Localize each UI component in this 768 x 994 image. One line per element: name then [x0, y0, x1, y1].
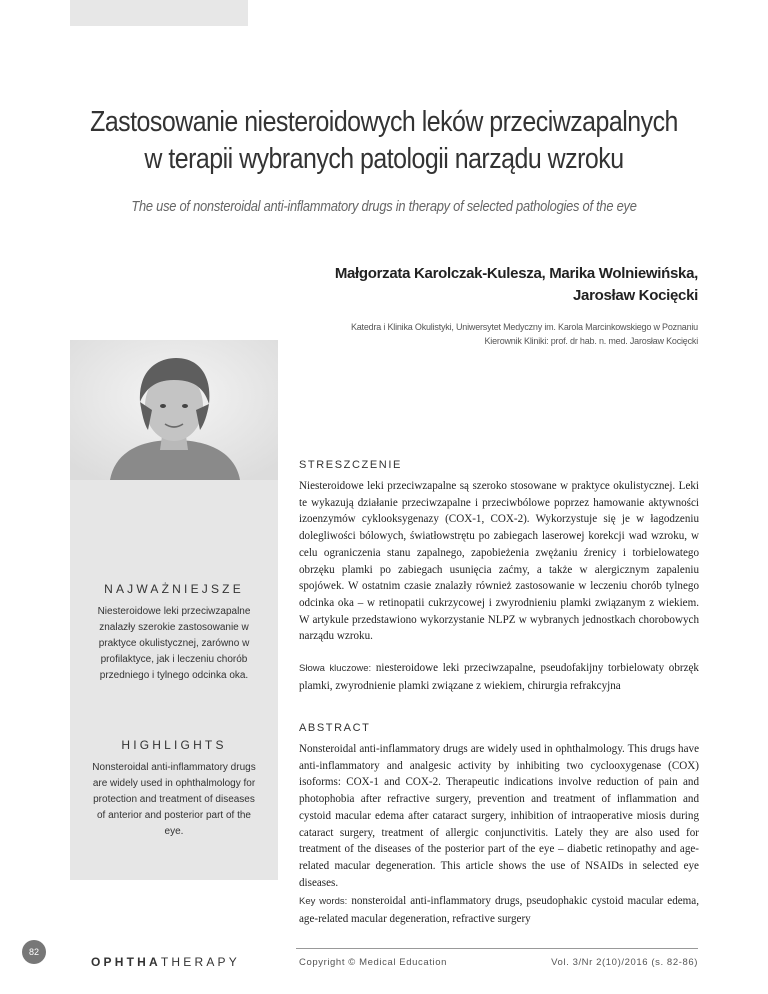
volume-info: Vol. 3/Nr 2(10)/2016 (s. 82-86): [551, 957, 698, 968]
abstract-text: Nonsteroidal anti-inflammatory drugs are widely used in ophthalmology. This drugs have anti-inflammatory and analgesic activity by inhibiting two cyclooxygenase (COX) isoforms: COX-1 and COX-2. Therapeutic indications involve reduction of pain and photophobia after refractive surgery, prevention and treatment of inflammation and cystoid macular edema after cataract surgery, inhibition of intraoperative miosis during cataract surgery, treatment of allergic conjunctivitis. Lately they are also used for treatment of the diseases of the posterior part of the eye – diabetic retinopathy and age-related macular degeneration. This article shows the use of NSAIDs in selected eye diseases.: [299, 743, 699, 889]
affiliation: [218, 320, 698, 348]
abstract-heading: ABSTRACT: [299, 722, 371, 734]
article-title: Zastosowanie niesteroidowych leków przeciwzapalnych w terapii wybranych patologii narządu wzroku: [90, 106, 678, 175]
author-portrait: [70, 340, 278, 480]
keywords-en-label: Key words:: [299, 896, 348, 907]
copyright-notice: Copyright © Medical Education: [299, 957, 447, 968]
author-line-1: Małgorzata Karolczak-Kulesza, Marika Wolniewińska,: [334, 265, 698, 282]
article-subtitle: The use of nonsteroidal anti-inflammatory drugs in therapy of selected pathologies of the eye: [131, 198, 637, 215]
highlights-pl-heading: NAJWAŻNIEJSZE: [104, 582, 244, 596]
page-number: 82: [22, 940, 46, 964]
keywords-pl: [299, 660, 699, 694]
author-line-2: Jarosław Kocięcki: [573, 287, 698, 304]
keywords-en-text: nonsteroidal anti-inflammatory drugs, pseudophakic cystoid macular edema, age-related macular degeneration, refractive surgery: [299, 895, 700, 925]
streszczenie-text: Niesteroidowe leki przeciwzapalne są szeroko stosowane w praktyce okulistycznej. Leki te wykazują działanie przeciwzapalne i przeciwbólowe poprzez hamowanie aktywności izoenzymów cyklooksygenazy (COX-1, COX-2). Wykorzystuje się je w łagodzeniu dolegliwości bólowych, światłowstrętu po zabiegach laserowej korekcji wad wzroku, w celu ograniczenia stanu zapalnego, zapobieżenia zwężaniu źrenicy i torbielowatego obrzęku plamki po zabiegach usunięcia zaćmy, a także w alergicznym zapaleniu spojówek. W ostatnim czasie znalazły również zastosowanie w leczeniu chorób tylnego odcinka oka – w retinopatii cukrzycowej i zwyrodnieniu plamki związanym z wiekiem. W artykule przedstawiono wykorzystanie NLPZ w wybranych jednostkach chorobowych narządu wzroku.: [299, 480, 699, 643]
journal-name-light: THERAPY: [160, 955, 240, 969]
author-list: [218, 263, 698, 307]
journal-name: [91, 955, 240, 969]
header-tab-decoration: [70, 0, 248, 26]
keywords-en: [299, 893, 699, 927]
keywords-pl-text: niesteroidowe leki przeciwzapalne, pseudofakijny torbielowaty obrzęk plamki, zwyrodnienie plamki związane z wiekiem, chirurgia refrakcyjna: [299, 662, 699, 692]
affiliation-line-1: Katedra i Klinika Okulistyki, Uniwersytet Medyczny im. Karola Marcinkowskiego w Poznaniu: [350, 322, 698, 332]
highlights-pl-section: [70, 582, 278, 684]
highlights-sidebar: [70, 480, 278, 880]
highlights-en-section: [70, 738, 278, 840]
streszczenie-section: [299, 459, 699, 645]
journal-name-bold: OPHTHA: [91, 955, 161, 969]
abstract-section: [299, 722, 699, 891]
affiliation-line-2: Kierownik Kliniki: prof. dr hab. n. med. Jarosław Kocięcki: [484, 336, 698, 346]
streszczenie-heading: STRESZCZENIE: [299, 459, 402, 471]
keywords-pl-label: Słowa kluczowe:: [299, 663, 372, 674]
highlights-en-heading: HIGHLIGHTS: [121, 738, 227, 752]
footer-divider: [296, 948, 698, 949]
highlights-pl-text: Niesteroidowe leki przeciwzapalne znalazły szerokie zastosowanie w praktyce okulistycznej, zarówno w profilaktyce, jak i leczeniu chorób przedniego i tylnego odcinka oka.: [97, 606, 251, 681]
highlights-en-text: Nonsteroidal anti-inflammatory drugs are widely used in ophthalmology for protection and treatment of diseases of anterior and posterior part of the eye.: [92, 762, 256, 837]
